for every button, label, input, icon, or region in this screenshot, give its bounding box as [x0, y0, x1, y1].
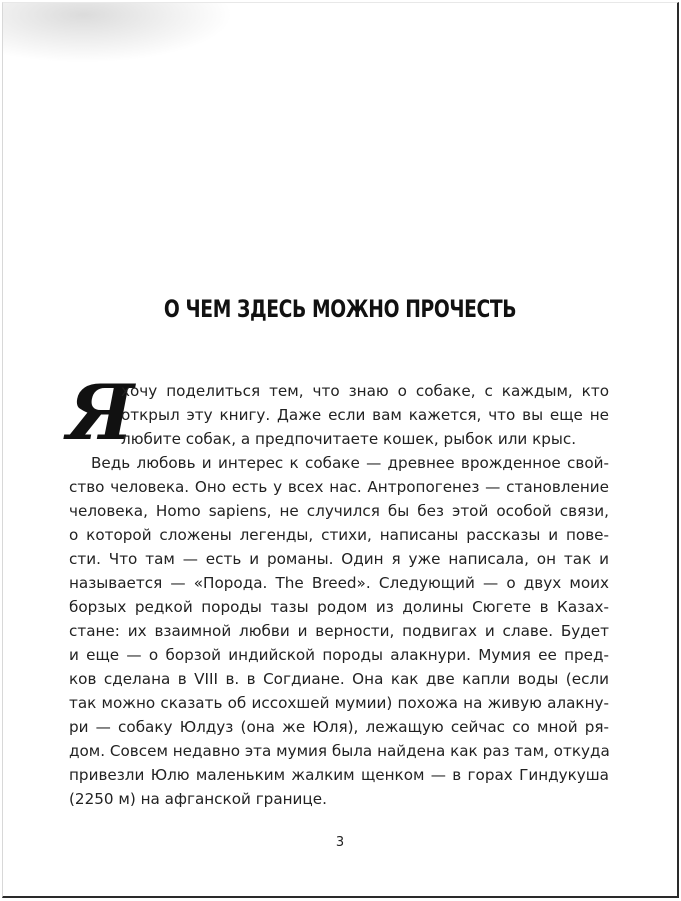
chapter-title: О ЧЕМ ЗДЕСЬ МОЖНО ПРОЧЕСТЬ [163, 295, 517, 323]
page-number: 3 [335, 835, 345, 850]
text-line: борзых редкой породы тазы родом из долины Сюгете в Казах- [69, 598, 609, 616]
text-line: о которой сложены легенды, стихи, написаны рассказы и пове- [69, 526, 609, 544]
text-line: любите собак, а предпочитаете кошек, рыбок или крыс. [121, 430, 577, 448]
text-line: ков сделана в VIII в. в Согдиане. Она как две капли воды (если [69, 670, 609, 688]
text-line: так можно сказать об иссохшей мумии) похожа на живую алакну- [69, 694, 609, 712]
body-text [69, 379, 609, 811]
book-page [2, 2, 679, 898]
text-line: называется — «Порода. The Breed». Следующий — о двух моих [69, 574, 609, 592]
text-line: дом. Совсем недавно эта мумия была найдена как раз там, откуда [69, 742, 610, 760]
text-line: сти. Что там — есть и романы. Один я уже написала, он так и [69, 550, 609, 568]
text-line: человека, Homo sapiens, не случился бы без этой особой связи, [69, 502, 609, 520]
text-line: ство человека. Оно есть у всех нас. Антропогенез — становление [69, 478, 609, 496]
text-line: стане: их взаимной любви и верности, подвигах и славе. Будет [69, 622, 609, 640]
drop-cap: Я [67, 368, 135, 457]
text-line: ри — собаку Юлдуз (она же Юля), лежащую сейчас со мной ря- [69, 718, 609, 736]
text-line: Ведь любовь и интерес к собаке — древнее врожденное свой- [91, 454, 609, 472]
scan-smudge [3, 3, 233, 63]
text-line: (2250 м) на афганской границе. [69, 790, 327, 808]
text-line: открыл эту книгу. Даже если вам кажется, что вы еще не [121, 406, 609, 424]
text-line: привезли Юлю маленьким жалким щенком — в горах Гиндукуша [69, 766, 609, 784]
text-line: хочу поделиться тем, что знаю о собаке, с каждым, кто [121, 382, 609, 400]
text-line: и еще — о борзой индийской породы алакнури. Мумия ее пред- [69, 646, 609, 664]
